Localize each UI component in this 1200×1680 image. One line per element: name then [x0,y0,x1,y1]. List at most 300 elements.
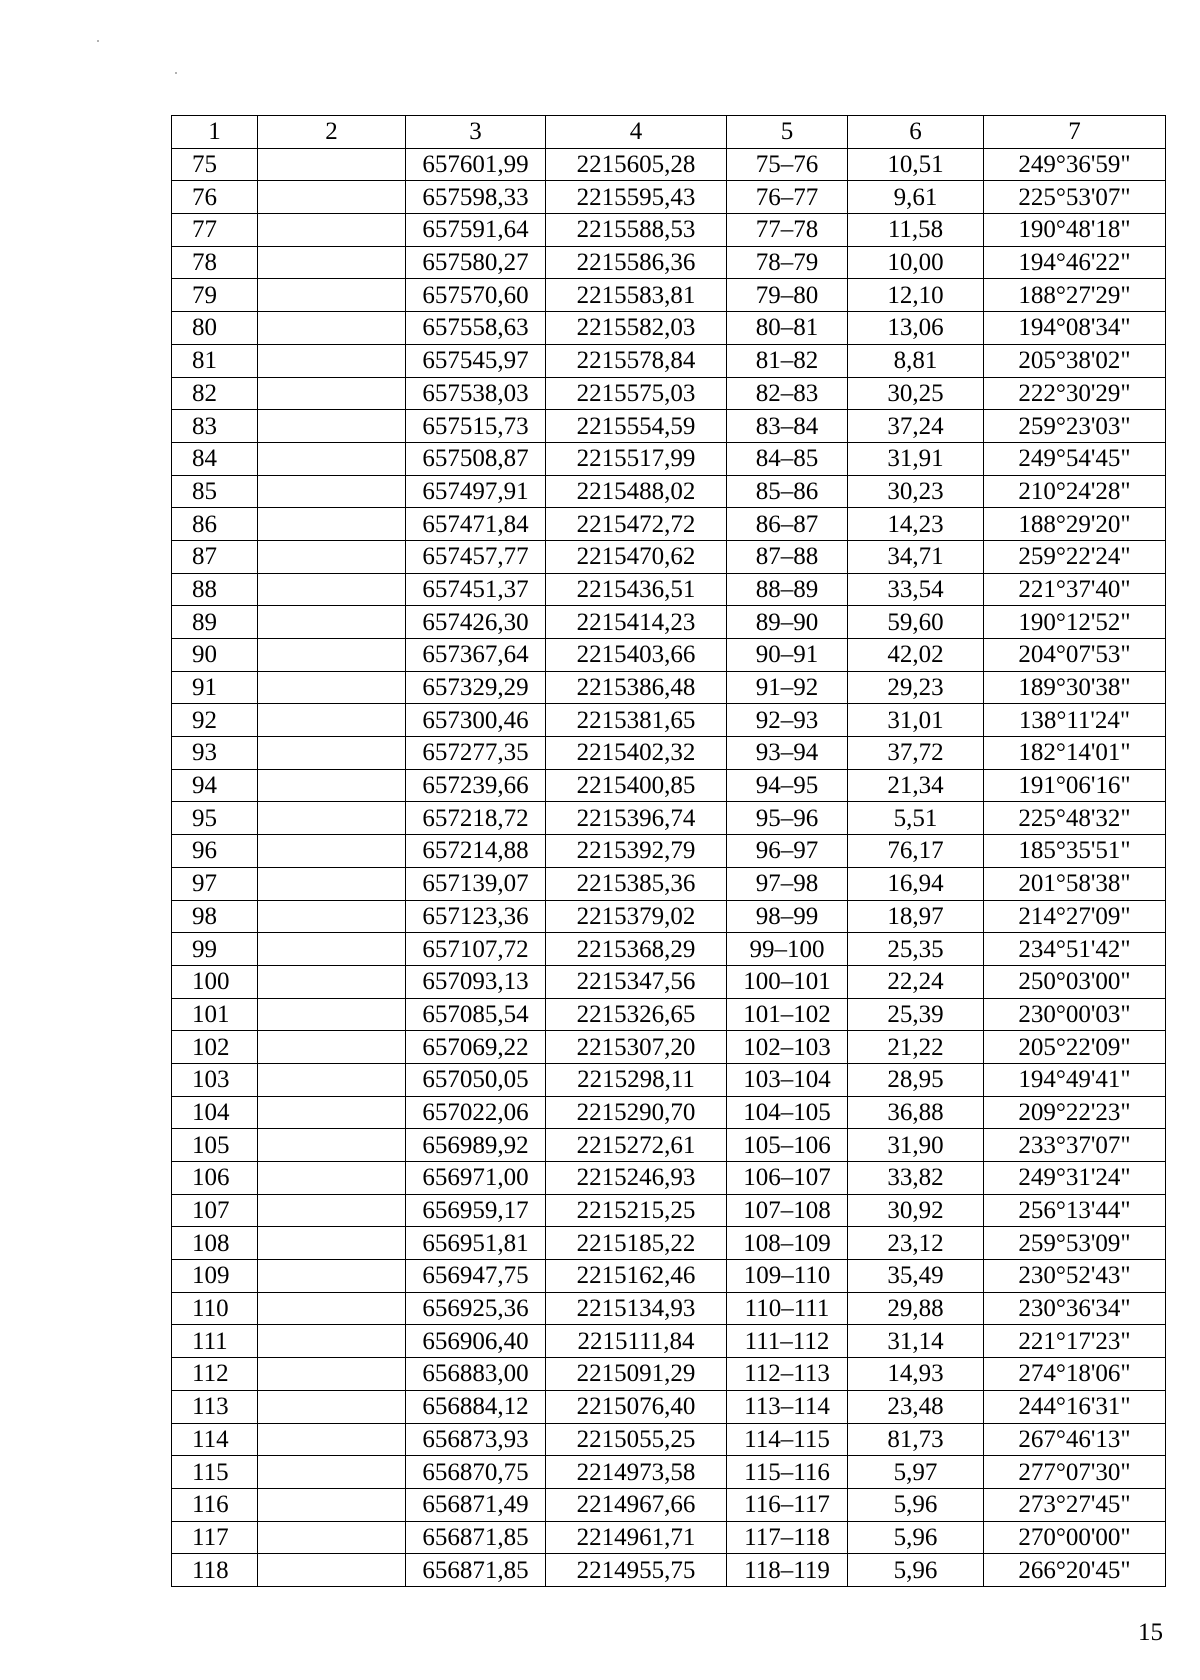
bearing-cell: 209°22'23" [984,1096,1166,1129]
table-row [172,1129,1166,1162]
point-number-cell: 78 [172,246,258,279]
segment-cell: 96–97 [727,835,848,868]
x-coordinate-cell: 656871,85 [406,1554,546,1587]
point-number-cell: 90 [172,639,258,672]
length-cell: 11,58 [848,214,984,247]
segment-cell: 83–84 [727,410,848,443]
segment-cell: 85–86 [727,475,848,508]
bearing-cell: 221°37'40" [984,573,1166,606]
x-coordinate-cell: 657580,27 [406,246,546,279]
x-coordinate-cell: 656871,85 [406,1521,546,1554]
length-cell: 25,39 [848,998,984,1031]
length-cell: 37,72 [848,737,984,770]
point-number-cell: 75 [172,148,258,181]
x-coordinate-cell: 657050,05 [406,1063,546,1096]
bearing-cell: 259°53'09" [984,1227,1166,1260]
bearing-cell: 138°11'24" [984,704,1166,737]
y-coordinate-cell: 2215385,36 [546,867,727,900]
empty-cell [258,671,406,704]
segment-cell: 111–112 [727,1325,848,1358]
length-cell: 23,12 [848,1227,984,1260]
point-number-cell: 85 [172,475,258,508]
length-cell: 31,91 [848,442,984,475]
empty-cell [258,1292,406,1325]
column-header: 7 [984,116,1166,149]
x-coordinate-cell: 656947,75 [406,1260,546,1293]
y-coordinate-cell: 2215392,79 [546,835,727,868]
point-number-cell: 99 [172,933,258,966]
bearing-cell: 194°08'34" [984,312,1166,345]
empty-cell [258,1096,406,1129]
y-coordinate-cell: 2215595,43 [546,181,727,214]
empty-cell [258,704,406,737]
empty-cell [258,540,406,573]
empty-cell [258,1227,406,1260]
y-coordinate-cell: 2215347,56 [546,965,727,998]
empty-cell [258,148,406,181]
empty-cell [258,1358,406,1391]
bearing-cell: 274°18'06" [984,1358,1166,1391]
segment-cell: 118–119 [727,1554,848,1587]
bearing-cell: 249°31'24" [984,1162,1166,1195]
point-number-cell: 112 [172,1358,258,1391]
length-cell: 10,00 [848,246,984,279]
length-cell: 31,14 [848,1325,984,1358]
empty-cell [258,867,406,900]
length-cell: 33,54 [848,573,984,606]
x-coordinate-cell: 657214,88 [406,835,546,868]
column-header: 5 [727,116,848,149]
length-cell: 59,60 [848,606,984,639]
empty-cell [258,1260,406,1293]
table-row [172,148,1166,181]
length-cell: 31,90 [848,1129,984,1162]
page-number: 15 [1138,1619,1163,1646]
point-number-cell: 84 [172,442,258,475]
point-number-cell: 108 [172,1227,258,1260]
x-coordinate-cell: 656971,00 [406,1162,546,1195]
column-header: 4 [546,116,727,149]
y-coordinate-cell: 2215470,62 [546,540,727,573]
table-row [172,377,1166,410]
table-row [172,1162,1166,1195]
length-cell: 30,23 [848,475,984,508]
table-row [172,1096,1166,1129]
x-coordinate-cell: 657426,30 [406,606,546,639]
table-row [172,344,1166,377]
y-coordinate-cell: 2215298,11 [546,1063,727,1096]
y-coordinate-cell: 2215379,02 [546,900,727,933]
length-cell: 8,81 [848,344,984,377]
length-cell: 18,97 [848,900,984,933]
empty-cell [258,769,406,802]
length-cell: 34,71 [848,540,984,573]
empty-cell [258,1031,406,1064]
point-number-cell: 111 [172,1325,258,1358]
table-row [172,246,1166,279]
column-header: 2 [258,116,406,149]
length-cell: 42,02 [848,639,984,672]
point-number-cell: 96 [172,835,258,868]
y-coordinate-cell: 2214955,75 [546,1554,727,1587]
point-number-cell: 114 [172,1423,258,1456]
bearing-cell: 249°54'45" [984,442,1166,475]
segment-cell: 112–113 [727,1358,848,1391]
empty-cell [258,1129,406,1162]
empty-cell [258,344,406,377]
x-coordinate-cell: 657093,13 [406,965,546,998]
table-row [172,639,1166,672]
empty-cell [258,998,406,1031]
y-coordinate-cell: 2215583,81 [546,279,727,312]
table-row [172,802,1166,835]
bearing-cell: 230°36'34" [984,1292,1166,1325]
empty-cell [258,737,406,770]
bearing-cell: 204°07'53" [984,639,1166,672]
point-number-cell: 97 [172,867,258,900]
segment-cell: 86–87 [727,508,848,541]
bearing-cell: 225°53'07" [984,181,1166,214]
empty-cell [258,1162,406,1195]
table-row [172,475,1166,508]
table-row [172,410,1166,443]
bearing-cell: 188°29'20" [984,508,1166,541]
bearing-cell: 214°27'09" [984,900,1166,933]
point-number-cell: 92 [172,704,258,737]
table-row [172,312,1166,345]
empty-cell [258,410,406,443]
empty-cell [258,475,406,508]
empty-cell [258,1194,406,1227]
y-coordinate-cell: 2215586,36 [546,246,727,279]
x-coordinate-cell: 657218,72 [406,802,546,835]
bearing-cell: 249°36'59" [984,148,1166,181]
segment-cell: 77–78 [727,214,848,247]
table-row [172,606,1166,639]
segment-cell: 97–98 [727,867,848,900]
point-number-cell: 79 [172,279,258,312]
x-coordinate-cell: 657451,37 [406,573,546,606]
bearing-cell: 259°22'24" [984,540,1166,573]
segment-cell: 103–104 [727,1063,848,1096]
segment-cell: 101–102 [727,998,848,1031]
table-row [172,508,1166,541]
y-coordinate-cell: 2215091,29 [546,1358,727,1391]
bearing-cell: 233°37'07" [984,1129,1166,1162]
length-cell: 29,88 [848,1292,984,1325]
length-cell: 21,22 [848,1031,984,1064]
bearing-cell: 273°27'45" [984,1488,1166,1521]
empty-cell [258,606,406,639]
point-number-cell: 100 [172,965,258,998]
y-coordinate-cell: 2215307,20 [546,1031,727,1064]
y-coordinate-cell: 2215162,46 [546,1260,727,1293]
segment-cell: 94–95 [727,769,848,802]
table-row [172,1260,1166,1293]
empty-cell [258,181,406,214]
length-cell: 29,23 [848,671,984,704]
length-cell: 81,73 [848,1423,984,1456]
table-row [172,900,1166,933]
bearing-cell: 190°48'18" [984,214,1166,247]
empty-cell [258,1325,406,1358]
x-coordinate-cell: 656871,49 [406,1488,546,1521]
bearing-cell: 205°38'02" [984,344,1166,377]
segment-cell: 88–89 [727,573,848,606]
table-row [172,1521,1166,1554]
y-coordinate-cell: 2215326,65 [546,998,727,1031]
segment-cell: 105–106 [727,1129,848,1162]
y-coordinate-cell: 2215386,48 [546,671,727,704]
y-coordinate-cell: 2215055,25 [546,1423,727,1456]
segment-cell: 110–111 [727,1292,848,1325]
empty-cell [258,279,406,312]
x-coordinate-cell: 657497,91 [406,475,546,508]
bearing-cell: 185°35'51" [984,835,1166,868]
empty-cell [258,1456,406,1489]
length-cell: 13,06 [848,312,984,345]
bearing-cell: 267°46'13" [984,1423,1166,1456]
point-number-cell: 95 [172,802,258,835]
empty-cell [258,1554,406,1587]
length-cell: 22,24 [848,965,984,998]
segment-cell: 113–114 [727,1390,848,1423]
table-row [172,214,1166,247]
y-coordinate-cell: 2215554,59 [546,410,727,443]
segment-cell: 99–100 [727,933,848,966]
length-cell: 30,92 [848,1194,984,1227]
point-number-cell: 118 [172,1554,258,1587]
length-cell: 30,25 [848,377,984,410]
x-coordinate-cell: 657598,33 [406,181,546,214]
x-coordinate-cell: 657591,64 [406,214,546,247]
y-coordinate-cell: 2215134,93 [546,1292,727,1325]
point-number-cell: 110 [172,1292,258,1325]
segment-cell: 84–85 [727,442,848,475]
point-number-cell: 87 [172,540,258,573]
x-coordinate-cell: 657107,72 [406,933,546,966]
y-coordinate-cell: 2215111,84 [546,1325,727,1358]
point-number-cell: 83 [172,410,258,443]
length-cell: 36,88 [848,1096,984,1129]
x-coordinate-cell: 656989,92 [406,1129,546,1162]
bearing-cell: 225°48'32" [984,802,1166,835]
segment-cell: 76–77 [727,181,848,214]
column-header: 3 [406,116,546,149]
y-coordinate-cell: 2215076,40 [546,1390,727,1423]
segment-cell: 82–83 [727,377,848,410]
empty-cell [258,835,406,868]
length-cell: 16,94 [848,867,984,900]
x-coordinate-cell: 657601,99 [406,148,546,181]
length-cell: 14,23 [848,508,984,541]
length-cell: 76,17 [848,835,984,868]
length-cell: 31,01 [848,704,984,737]
y-coordinate-cell: 2215368,29 [546,933,727,966]
bearing-cell: 250°03'00" [984,965,1166,998]
segment-cell: 95–96 [727,802,848,835]
table-row [172,769,1166,802]
segment-cell: 116–117 [727,1488,848,1521]
x-coordinate-cell: 657515,73 [406,410,546,443]
x-coordinate-cell: 657239,66 [406,769,546,802]
empty-cell [258,214,406,247]
table-row [172,998,1166,1031]
bearing-cell: 270°00'00" [984,1521,1166,1554]
point-number-cell: 98 [172,900,258,933]
column-header: 6 [848,116,984,149]
length-cell: 35,49 [848,1260,984,1293]
x-coordinate-cell: 657538,03 [406,377,546,410]
segment-cell: 91–92 [727,671,848,704]
bearing-cell: 259°23'03" [984,410,1166,443]
table-row [172,867,1166,900]
point-number-cell: 86 [172,508,258,541]
segment-cell: 98–99 [727,900,848,933]
x-coordinate-cell: 656884,12 [406,1390,546,1423]
table-row [172,1227,1166,1260]
table-row [172,1488,1166,1521]
y-coordinate-cell: 2215272,61 [546,1129,727,1162]
bearing-cell: 205°22'09" [984,1031,1166,1064]
table-row [172,965,1166,998]
x-coordinate-cell: 656906,40 [406,1325,546,1358]
table-row [172,1358,1166,1391]
point-number-cell: 89 [172,606,258,639]
x-coordinate-cell: 656873,93 [406,1423,546,1456]
point-number-cell: 117 [172,1521,258,1554]
point-number-cell: 93 [172,737,258,770]
column-header: 1 [172,116,258,149]
point-number-cell: 104 [172,1096,258,1129]
point-number-cell: 82 [172,377,258,410]
empty-cell [258,802,406,835]
table-row [172,737,1166,770]
length-cell: 5,97 [848,1456,984,1489]
table-row [172,1063,1166,1096]
y-coordinate-cell: 2215488,02 [546,475,727,508]
point-number-cell: 88 [172,573,258,606]
point-number-cell: 115 [172,1456,258,1489]
x-coordinate-cell: 657471,84 [406,508,546,541]
bearing-cell: 222°30'29" [984,377,1166,410]
y-coordinate-cell: 2215436,51 [546,573,727,606]
segment-cell: 115–116 [727,1456,848,1489]
bearing-cell: 201°58'38" [984,867,1166,900]
y-coordinate-cell: 2214973,58 [546,1456,727,1489]
table-row [172,933,1166,966]
bearing-cell: 230°00'03" [984,998,1166,1031]
segment-cell: 80–81 [727,312,848,345]
bearing-cell: 188°27'29" [984,279,1166,312]
table-row [172,573,1166,606]
empty-cell [258,377,406,410]
y-coordinate-cell: 2215517,99 [546,442,727,475]
point-number-cell: 106 [172,1162,258,1195]
y-coordinate-cell: 2215381,65 [546,704,727,737]
segment-cell: 104–105 [727,1096,848,1129]
y-coordinate-cell: 2215582,03 [546,312,727,345]
y-coordinate-cell: 2215215,25 [546,1194,727,1227]
x-coordinate-cell: 657022,06 [406,1096,546,1129]
x-coordinate-cell: 657069,22 [406,1031,546,1064]
length-cell: 5,96 [848,1521,984,1554]
y-coordinate-cell: 2215414,23 [546,606,727,639]
table-row [172,1390,1166,1423]
empty-cell [258,1423,406,1456]
bearing-cell: 189°30'38" [984,671,1166,704]
y-coordinate-cell: 2215578,84 [546,344,727,377]
length-cell: 37,24 [848,410,984,443]
x-coordinate-cell: 657558,63 [406,312,546,345]
y-coordinate-cell: 2215246,93 [546,1162,727,1195]
empty-cell [258,246,406,279]
table-row [172,1456,1166,1489]
x-coordinate-cell: 657570,60 [406,279,546,312]
y-coordinate-cell: 2215403,66 [546,639,727,672]
bearing-cell: 194°49'41" [984,1063,1166,1096]
empty-cell [258,1390,406,1423]
table-row [172,1194,1166,1227]
point-number-cell: 76 [172,181,258,214]
x-coordinate-cell: 657300,46 [406,704,546,737]
bearing-cell: 256°13'44" [984,1194,1166,1227]
y-coordinate-cell: 2215402,32 [546,737,727,770]
coordinates-table [171,115,1166,1587]
y-coordinate-cell: 2215396,74 [546,802,727,835]
point-number-cell: 91 [172,671,258,704]
length-cell: 10,51 [848,148,984,181]
table-row [172,1325,1166,1358]
point-number-cell: 80 [172,312,258,345]
segment-cell: 102–103 [727,1031,848,1064]
x-coordinate-cell: 656883,00 [406,1358,546,1391]
length-cell: 9,61 [848,181,984,214]
bearing-cell: 244°16'31" [984,1390,1166,1423]
segment-cell: 107–108 [727,1194,848,1227]
empty-cell [258,639,406,672]
x-coordinate-cell: 657139,07 [406,867,546,900]
bearing-cell: 190°12'52" [984,606,1166,639]
table-row [172,279,1166,312]
y-coordinate-cell: 2214967,66 [546,1488,727,1521]
scan-speck [97,40,99,42]
table-row [172,442,1166,475]
table-row [172,835,1166,868]
point-number-cell: 113 [172,1390,258,1423]
x-coordinate-cell: 656959,17 [406,1194,546,1227]
point-number-cell: 109 [172,1260,258,1293]
empty-cell [258,573,406,606]
segment-cell: 100–101 [727,965,848,998]
length-cell: 5,96 [848,1488,984,1521]
y-coordinate-cell: 2214961,71 [546,1521,727,1554]
point-number-cell: 116 [172,1488,258,1521]
point-number-cell: 107 [172,1194,258,1227]
segment-cell: 92–93 [727,704,848,737]
segment-cell: 106–107 [727,1162,848,1195]
table-row [172,181,1166,214]
empty-cell [258,312,406,345]
y-coordinate-cell: 2215605,28 [546,148,727,181]
length-cell: 5,96 [848,1554,984,1587]
bearing-cell: 234°51'42" [984,933,1166,966]
y-coordinate-cell: 2215472,72 [546,508,727,541]
point-number-cell: 94 [172,769,258,802]
y-coordinate-cell: 2215185,22 [546,1227,727,1260]
segment-cell: 79–80 [727,279,848,312]
x-coordinate-cell: 657277,35 [406,737,546,770]
